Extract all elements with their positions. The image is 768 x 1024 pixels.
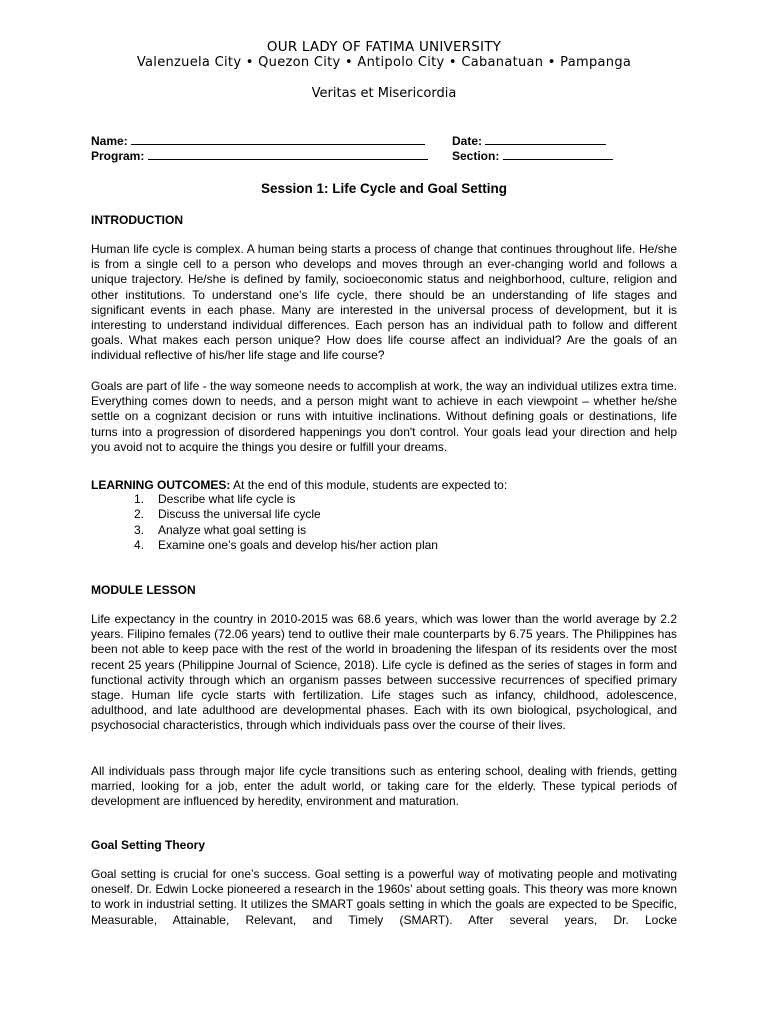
introduction-heading: INTRODUCTION xyxy=(91,213,183,227)
list-text: Analyze what goal setting is xyxy=(158,522,307,537)
list-item xyxy=(134,538,438,553)
program-label: Program: xyxy=(91,149,145,163)
name-field xyxy=(91,133,425,148)
list-item xyxy=(134,507,438,522)
list-number: 3. xyxy=(134,522,145,537)
list-number: 1. xyxy=(134,492,145,506)
list-text: Examine one’s goals and develop his/her action plan xyxy=(158,537,438,552)
section-label: Section: xyxy=(452,149,500,163)
module-lesson-heading: MODULE LESSON xyxy=(91,583,196,597)
name-label: Name: xyxy=(91,134,128,148)
learning-outcomes-label: LEARNING OUTCOMES: xyxy=(91,478,231,492)
section-field xyxy=(452,148,613,163)
learning-outcomes-intro xyxy=(91,478,507,492)
introduction-paragraph-2: Goals are part of life - the way someone needs to accomplish at work, the way an individual utilizes extra time. Everything comes down to needs, and a person might want to achieve in each viewpoint – whether he/she settle on a cognizant decision or runs with intuitive inclinations. Without defining goals or destinations, life turns into a progression of disordered happenings you don't control. Your goals lead your direction and help you avoid not to acquire the things you desire or fulfill your dreams. xyxy=(91,379,677,454)
date-field xyxy=(452,133,606,148)
date-blank xyxy=(485,133,606,145)
list-number: 4. xyxy=(134,537,145,552)
list-item xyxy=(134,492,438,507)
list-number: 2. xyxy=(134,507,145,522)
list-text: Describe what life cycle is xyxy=(158,492,296,506)
name-blank xyxy=(131,133,425,145)
goal-setting-heading: Goal Setting Theory xyxy=(91,838,206,852)
goal-setting-paragraph-1: Goal setting is crucial for one’s success. Goal setting is a powerful way of motivating people and motivating oneself. Dr. Edwin Locke pioneered a research in the 1960s’ about setting goals. This theory was more known to work in industrial setting. It utilizes the SMART goals setting in which the goals are expected to be Specific, Measurable, Attainable, Relevant, and Timely (SMART). After several years, Dr. Locke xyxy=(91,867,677,927)
learning-outcomes-text: At the end of this module, students are expected to: xyxy=(230,478,508,492)
program-blank xyxy=(148,148,428,160)
list-item xyxy=(134,523,438,538)
date-label: Date: xyxy=(452,134,483,148)
module-lesson-paragraph-2: All individuals pass through major life cycle transitions such as entering school, dealing with friends, getting married, looking for a job, enter the adult world, or taking care for the elderly. These typical periods of development are influenced by heredity, environment and maturation. xyxy=(91,764,677,809)
program-field xyxy=(91,148,428,163)
introduction-paragraph-1: Human life cycle is complex. A human being starts a process of change that continues throughout life. He/she is from a single cell to a person who develops and moves through an ever-changing world and follows a unique trajectory. He/she is defined by family, socioeconomic status and neighborhood, culture, religion and other institutions. To understand one’s life cycle, there should be an understanding of life stages and significant events in each phase. Many are interested in the universal process of development, but it is interesting to understand individual differences. Each person has an individual path to follow and different goals. What makes each person unique? How does life course affect an individual? Are the goals of an individual reflective of his/her life stage and life course? xyxy=(91,242,677,363)
university-motto: Veritas et Misericordia xyxy=(311,86,457,101)
learning-outcomes-list xyxy=(134,492,438,553)
list-text: Discuss the universal life cycle xyxy=(158,507,321,522)
section-blank xyxy=(503,148,613,160)
module-lesson-paragraph-1: Life expectancy in the country in 2010-2015 was 68.6 years, which was lower than the world average by 2.2 years. Filipino females (72.06 years) tend to outlive their male counterparts by 6.75 years. The Philippines has been not able to keep pace with the rest of the world in broadening the lifespan of its residents over the most recent 25 years (Philippine Journal of Science, 2018). Life cycle is defined as the series of stages in form and functional activity through which an organism passes between successive recurrences of specified primary stage. Human life cycle starts with fertilization. Life stages such as infancy, childhood, adolescence, adulthood, and late adulthood are developmental phases. Each with its own biological, psychological, and psychosocial characteristics, through which individuals pass over the course of their lives. xyxy=(91,612,677,733)
university-name: OUR LADY OF FATIMA UNIVERSITY xyxy=(266,39,502,55)
session-title: Session 1: Life Cycle and Goal Setting xyxy=(260,181,508,196)
campus-list: Valenzuela City • Quezon City • Antipolo City • Cabanatuan • Pampanga xyxy=(136,55,632,70)
